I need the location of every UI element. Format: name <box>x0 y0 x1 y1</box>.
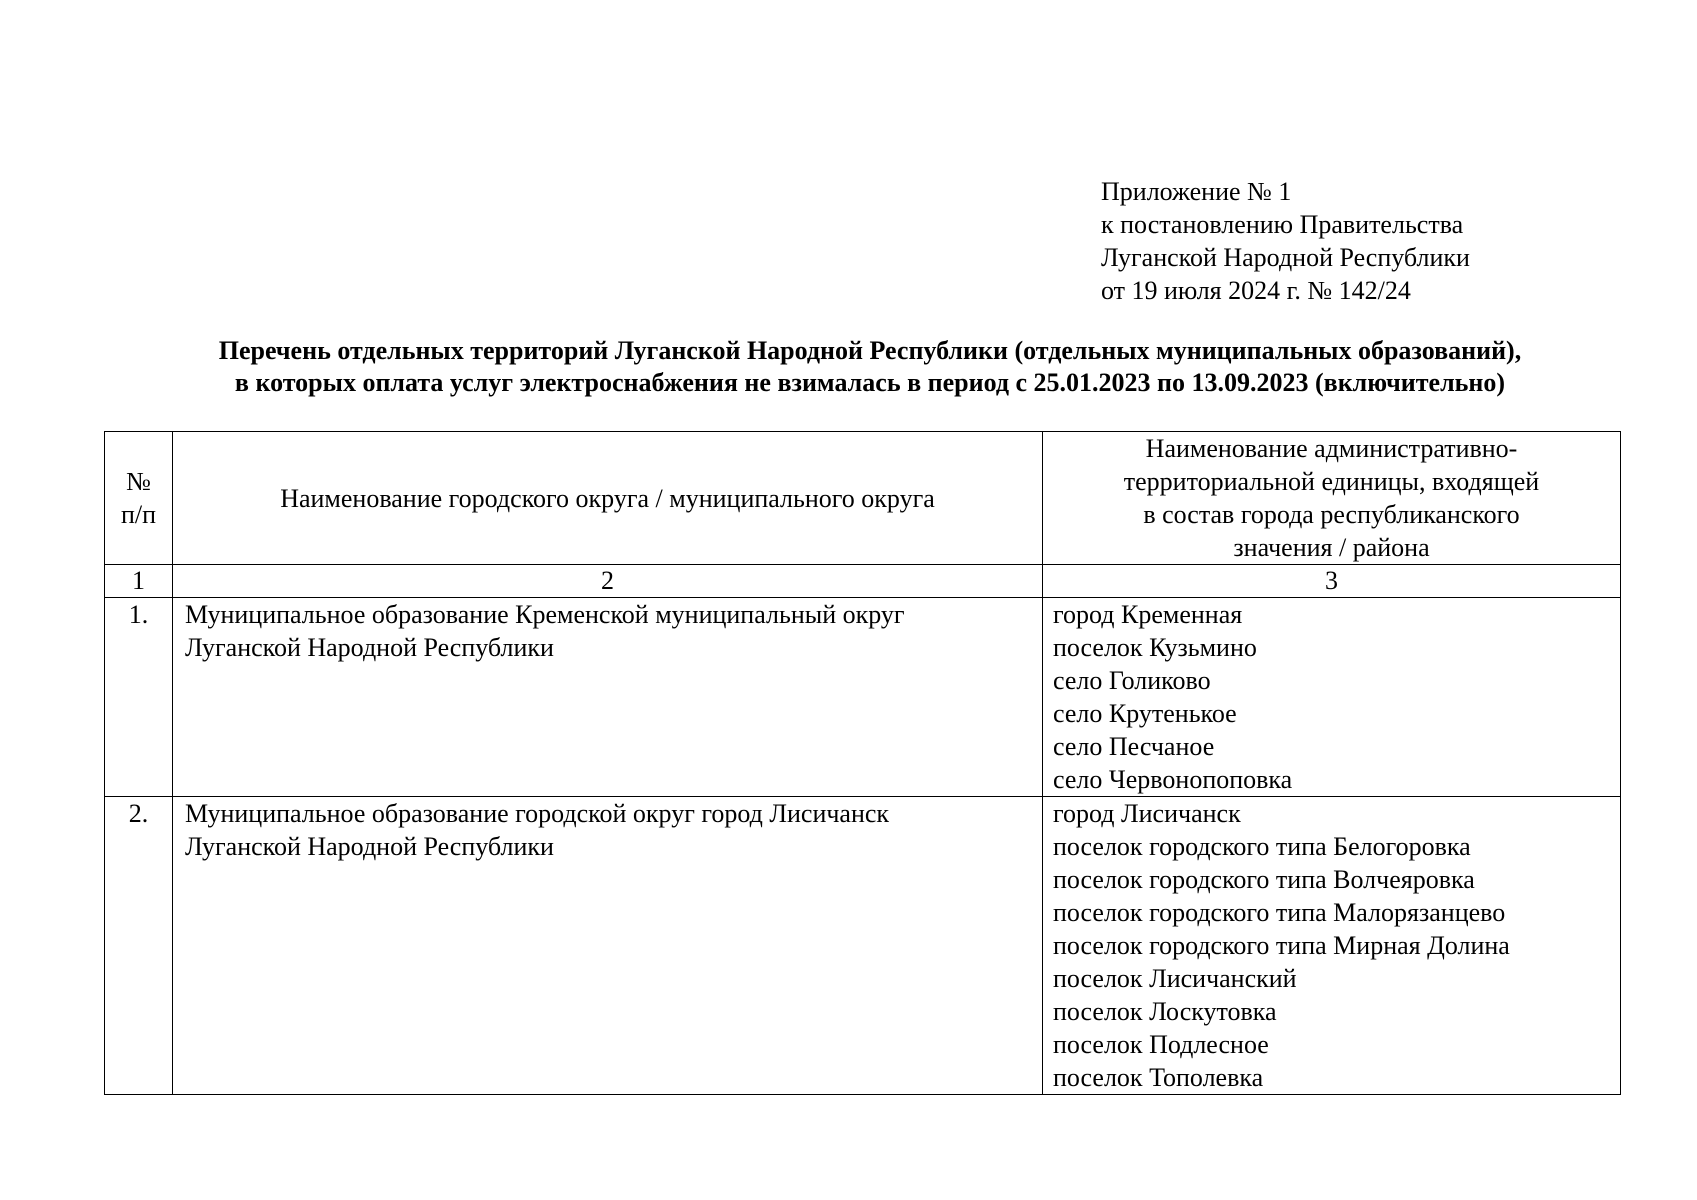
unit-item: поселок городского типа Малорязанцево <box>1053 898 1506 927</box>
territories-table <box>104 431 1621 1095</box>
header-region-label: Наименование городского округа / муниципального округа <box>280 483 935 513</box>
header-units-line: значения / района <box>1233 533 1430 562</box>
unit-list <box>1043 598 1621 797</box>
row-index: 2. <box>105 797 173 1095</box>
unit-item: город Лисичанск <box>1053 799 1241 828</box>
table-row <box>105 797 1621 1095</box>
unit-item: поселок городского типа Мирная Долина <box>1053 931 1510 960</box>
appendix-line: от 19 июля 2024 г. № 142/24 <box>1101 276 1411 305</box>
table-row <box>105 598 1621 797</box>
header-units-line: территориальной единицы, входящей <box>1123 467 1540 496</box>
unit-item: поселок Подлесное <box>1053 1030 1269 1059</box>
unit-item: поселок Кузьмино <box>1053 633 1257 662</box>
unit-item: село Крутенькое <box>1053 699 1237 728</box>
header-units <box>1043 432 1621 565</box>
region-line: Муниципальное образование Кременской муниципальный округ <box>185 600 905 629</box>
header-index-abbr: п/п <box>120 500 157 529</box>
column-number: 1 <box>105 565 173 598</box>
table-header-row <box>105 432 1621 565</box>
title-line-2: в которых оплата услуг электроснабжения не взималась в период с 25.01.2023 по 13.09.2023 (включительно) <box>234 368 1506 397</box>
unit-item: поселок Тополевка <box>1053 1063 1264 1092</box>
unit-item: село Песчаное <box>1053 732 1215 761</box>
region-name <box>173 598 1043 797</box>
row-index: 1. <box>105 598 173 797</box>
header-units-line: Наименование административно- <box>1145 434 1518 463</box>
region-line: Муниципальное образование городской округ город Лисичанск <box>185 799 890 828</box>
header-region <box>173 432 1043 565</box>
unit-item: город Кременная <box>1053 600 1243 629</box>
unit-item: село Червонопоповка <box>1053 765 1293 794</box>
appendix-line: Приложение № 1 <box>1101 177 1292 206</box>
unit-item: поселок городского типа Волчеяровка <box>1053 865 1475 894</box>
header-units-label <box>1043 432 1620 564</box>
title-line-1: Перечень отдельных территорий Луганской Народной Республики (отдельных муниципальных образований), <box>218 336 1522 365</box>
column-number-row <box>105 565 1621 598</box>
appendix-line: к постановлению Правительства <box>1101 210 1464 239</box>
unit-item: поселок Лоскутовка <box>1053 997 1277 1026</box>
unit-item: поселок городского типа Белогоровка <box>1053 832 1471 861</box>
region-line: Луганской Народной Республики <box>185 633 554 662</box>
unit-item: село Голиково <box>1053 666 1211 695</box>
appendix-line: Луганской Народной Республики <box>1101 243 1470 272</box>
column-number: 2 <box>173 565 1043 598</box>
header-index <box>105 432 173 565</box>
appendix-header <box>1101 175 1470 307</box>
unit-list <box>1043 797 1621 1095</box>
column-number: 3 <box>1043 565 1621 598</box>
unit-item: поселок Лисичанский <box>1053 964 1297 993</box>
region-line: Луганской Народной Республики <box>185 832 554 861</box>
region-name <box>173 797 1043 1095</box>
header-index-symbol: № <box>126 467 151 496</box>
header-units-line: в состав города республиканского <box>1143 500 1520 529</box>
document-title <box>90 335 1650 399</box>
